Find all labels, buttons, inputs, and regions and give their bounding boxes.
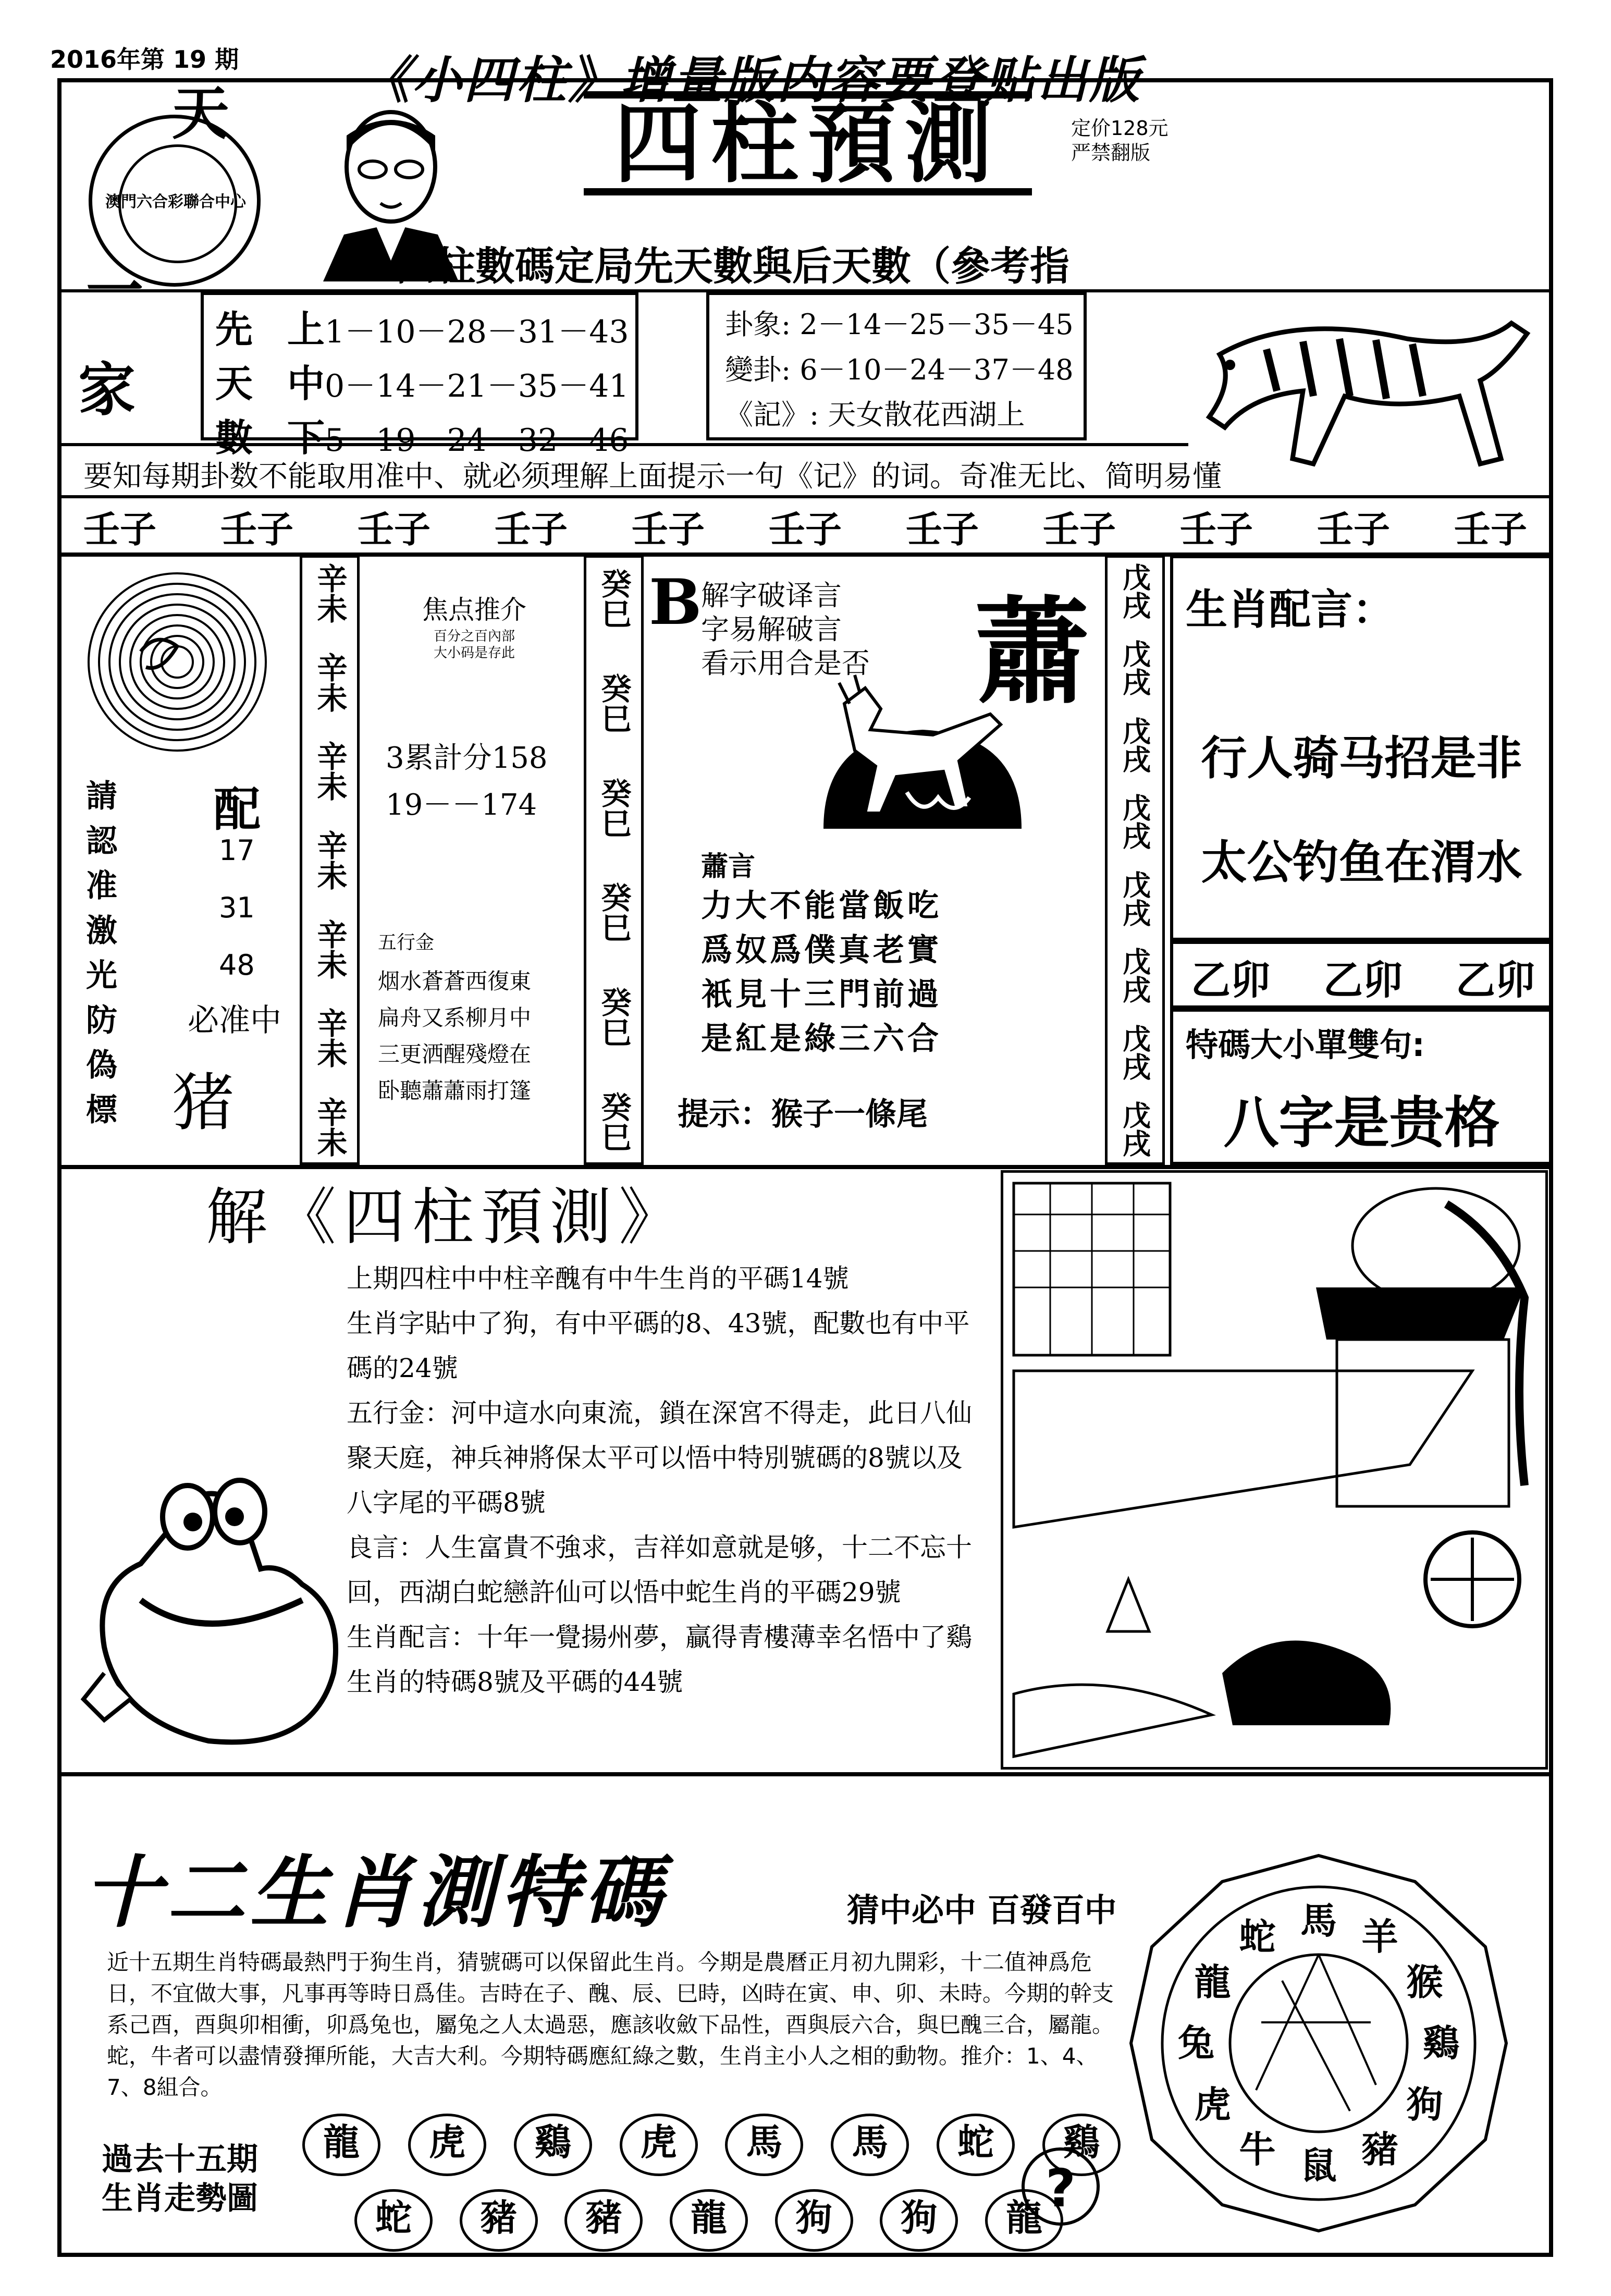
notice-divider-top bbox=[57, 443, 1188, 446]
zodiac-wheel-label-12: 蛇 bbox=[1239, 1915, 1276, 1959]
gua-lines bbox=[725, 302, 1074, 433]
v-char-8: 標 bbox=[86, 1092, 117, 1128]
center-b-line-3: 看示用合是否 bbox=[701, 647, 870, 680]
wuxing-line-4: 卧聽蕭蕭雨打篷 bbox=[378, 1078, 532, 1103]
focus-small-1: 百分之百內部 bbox=[433, 629, 515, 644]
xiantian-row-1 bbox=[287, 299, 629, 353]
deer-illustration bbox=[803, 672, 1042, 850]
gua-box bbox=[706, 292, 1087, 440]
pei-num-1: 17 bbox=[219, 834, 255, 867]
yan-line-3: 衹見十三門前過 bbox=[701, 976, 942, 1013]
trend-row-2 bbox=[354, 2189, 1063, 2252]
tema-title: 特碼大小單雙句: bbox=[1186, 1026, 1425, 1064]
trend-r1-8: 鷄 bbox=[1042, 2114, 1121, 2176]
trend-r2-6: 狗 bbox=[880, 2189, 958, 2252]
v-char-3: 准 bbox=[86, 868, 117, 904]
pei-label: 配 bbox=[214, 782, 261, 837]
yan-line-1: 力大不能當飯吃 bbox=[701, 888, 942, 924]
trend-row-1 bbox=[302, 2114, 1121, 2176]
gua-ji: 《記》: 天女散花西湖上 bbox=[725, 398, 1025, 431]
pos-zhong: 中 bbox=[287, 361, 325, 406]
xinwei-1: 辛未 bbox=[312, 563, 348, 623]
focus-title: 焦点推介 bbox=[422, 595, 526, 625]
zodiac-wheel-label-6: 豬 bbox=[1361, 2127, 1398, 2171]
yimao-1: 乙卯 bbox=[1191, 957, 1270, 1003]
renzi-11: 壬子 bbox=[1454, 508, 1527, 551]
renzi-9: 壬子 bbox=[1180, 508, 1253, 551]
seal-logo bbox=[89, 115, 261, 287]
renzi-8: 壬子 bbox=[1043, 508, 1116, 551]
trend-label-1: 過去十五期 bbox=[102, 2141, 258, 2178]
top-banner: 《小四柱》增量版内容要登贴出版 bbox=[360, 51, 1141, 109]
bottom-divider bbox=[57, 1772, 1553, 1776]
price: 定价128元 bbox=[1071, 117, 1169, 140]
zodiac-wheel-label-3: 猴 bbox=[1406, 1960, 1443, 2004]
zodiac-wheel-label-8: 牛 bbox=[1239, 2127, 1276, 2171]
seal-text: 澳門六合彩聯合中心 bbox=[105, 193, 246, 211]
focus-score-1: 3累計分158 bbox=[386, 741, 548, 775]
xinwei-3: 辛未 bbox=[312, 741, 348, 802]
nums-xia: 5－19－24－32－46 bbox=[325, 422, 629, 459]
notice-divider-bottom bbox=[57, 495, 1553, 498]
guisi-3: 癸巳 bbox=[596, 777, 632, 838]
nums-shang: 1－10－28－31－43 bbox=[325, 314, 629, 350]
no-copy: 严禁翻版 bbox=[1071, 141, 1151, 164]
center-b-line-2: 字易解破言 bbox=[701, 613, 842, 646]
v-char-2: 認 bbox=[86, 823, 117, 860]
renzi-2: 壬子 bbox=[220, 508, 293, 551]
xiantian-labels bbox=[215, 299, 253, 460]
zhu-char: 猪 bbox=[172, 1067, 235, 1139]
bottom-paragraph: 近十五期生肖特碼最熱門于狗生肖，猜號碼可以保留此生肖。今期是農曆正月初九開彩，十二值神爲危日，不宜做大事，凡事再等時日爲佳。吉時在子、醜、辰、巳時，凶時在寅、申、卯、未時。今期的幹支系己酉，酉與卯相衝，卯爲兔也，屬兔之人太過惡，應該收斂下品性，酉與辰六合，與巳醜三合，屬龍。蛇，牛者可以盡情發揮所能，大吉大利。今期特碼應紅綠之數，生肖主小人之相的動物。推介：1、4、7、8組合。 bbox=[107, 1949, 1114, 2100]
tema-text: 八字是贵格 bbox=[1223, 1091, 1500, 1155]
xiantian-rows bbox=[287, 299, 629, 460]
renzi-6: 壬子 bbox=[769, 508, 842, 551]
explain-title: 解《四柱預測》 bbox=[206, 1181, 688, 1253]
yan-line-2: 爲奴爲僕真老實 bbox=[701, 932, 942, 968]
explain-para-3: 五行金：河中這水向東流，鎖在深宮不得走，此日八仙聚天庭，神兵神將保太平可以悟中特別號碼的8號以及八字尾的平碼8號 bbox=[347, 1398, 972, 1518]
bizhun-label: 必准中 bbox=[188, 1002, 281, 1039]
focus-score-2: 19－－174 bbox=[386, 788, 537, 822]
zodiac-wheel-label-2: 羊 bbox=[1361, 1915, 1398, 1959]
notice-text: 要知每期卦数不能取用准中、就必须理解上面提示一句《记》的词。奇准无比、简明易懂 bbox=[83, 460, 1222, 494]
subtitle: 四柱數碼定局先天數與后天數（參考指 bbox=[396, 243, 1069, 289]
wuxing-line-2: 扁舟又系柳月中 bbox=[378, 1005, 532, 1030]
center-b-letter: B bbox=[649, 566, 702, 639]
yimao-row bbox=[1191, 949, 1535, 1005]
trend-r2-2: 豬 bbox=[460, 2189, 538, 2252]
wuxing-line-1: 烟水蒼蒼西復東 bbox=[378, 968, 532, 994]
center-big-char: 蕭 bbox=[975, 584, 1090, 719]
wuxu-2: 戊戌 bbox=[1118, 640, 1152, 696]
guisi-4: 癸巳 bbox=[596, 882, 632, 943]
zodiac-wheel-label-7: 鼠 bbox=[1300, 2144, 1337, 2187]
yan-title: 蕭言 bbox=[701, 851, 756, 882]
frog-mascot-image bbox=[73, 1428, 344, 1762]
renzi-1: 壬子 bbox=[83, 508, 156, 551]
wuxu-4: 戊戌 bbox=[1118, 793, 1152, 850]
zodiac-wheel-label-5: 狗 bbox=[1406, 2082, 1443, 2126]
guisi-2: 癸巳 bbox=[596, 672, 632, 733]
guisi-5: 癸巳 bbox=[596, 987, 632, 1048]
wuxu-column bbox=[1113, 563, 1157, 1157]
guaxiang: 卦象: 2－14－25－35－45 bbox=[725, 308, 1074, 341]
explain-para-2: 生肖字貼中了狗，有中平碼的8、43號，配數也有中平碼的24號 bbox=[347, 1308, 970, 1383]
wuxu-1: 戊戌 bbox=[1118, 563, 1152, 619]
trend-r2-7: 龍 bbox=[985, 2189, 1063, 2252]
side-char-3: 一 bbox=[86, 257, 143, 324]
guisi-6: 癸巳 bbox=[596, 1091, 632, 1152]
bottom-title: 十二生肖測特碼 bbox=[83, 1847, 668, 1938]
xinwei-7: 辛未 bbox=[312, 1096, 348, 1157]
wuxing-line-3: 三更洒醒殘燈在 bbox=[378, 1041, 532, 1067]
zodiac-wheel-label-1: 馬 bbox=[1300, 1899, 1337, 1942]
explain-para-5: 生肖配言：十年一覺揚州夢，贏得青樓薄幸名悟中了鷄生肖的特碼8號及平碼的44號 bbox=[347, 1622, 972, 1697]
anti-fake-vertical bbox=[86, 771, 117, 1128]
center-hint: 提示：猴子一條尾 bbox=[678, 1096, 928, 1133]
zodiac-wheel-label-4: 鷄 bbox=[1423, 2021, 1459, 2065]
v-char-4: 激 bbox=[86, 913, 117, 949]
trend-r2-4: 龍 bbox=[670, 2189, 748, 2252]
shengxiao-line-1: 行人骑马招是非 bbox=[1201, 731, 1522, 785]
center-b-line-1: 解字破译言 bbox=[701, 579, 842, 612]
renzi-7: 壬子 bbox=[906, 508, 979, 551]
wuxu-5: 戊戌 bbox=[1118, 870, 1152, 927]
trend-r1-3: 鷄 bbox=[514, 2114, 592, 2176]
xinwei-5: 辛未 bbox=[312, 918, 348, 979]
pos-xia: 下 bbox=[287, 415, 325, 460]
pos-shang: 上 bbox=[287, 307, 325, 351]
label-shu: 數 bbox=[215, 415, 253, 460]
renzi-3: 壬子 bbox=[358, 508, 431, 551]
nums-zhong: 0－14－21－35－41 bbox=[325, 368, 629, 404]
biangua: 變卦: 6－10－24－37－48 bbox=[725, 353, 1074, 386]
guisi-1: 癸巳 bbox=[596, 568, 632, 629]
xinwei-2: 辛未 bbox=[312, 652, 348, 713]
tiger-illustration bbox=[1188, 292, 1543, 480]
bottom-slogan: 猜中必中 百發百中 bbox=[847, 1891, 1117, 1929]
zodiac-wheel bbox=[1126, 1850, 1511, 2236]
xinwei-6: 辛未 bbox=[312, 1008, 348, 1069]
renzi-row bbox=[83, 500, 1527, 553]
wuxing-title: 五行金 bbox=[378, 932, 435, 953]
zodiac-wheel-label-9: 虎 bbox=[1194, 2082, 1231, 2126]
explain-body bbox=[347, 1256, 972, 1704]
title-box bbox=[584, 91, 1032, 195]
yan-line-4: 是紅是綠三六合 bbox=[701, 1021, 942, 1057]
zodiac-wheel-label-10: 兔 bbox=[1178, 2021, 1214, 2065]
pei-num-3: 48 bbox=[219, 949, 255, 981]
v-char-6: 防 bbox=[86, 1002, 117, 1039]
renzi-4: 壬子 bbox=[495, 508, 568, 551]
trend-r2-3: 豬 bbox=[564, 2189, 643, 2252]
xiantian-box bbox=[201, 292, 638, 460]
trend-r1-7: 蛇 bbox=[937, 2114, 1015, 2176]
trend-label-2: 生肖走勢圖 bbox=[102, 2180, 258, 2217]
spiral-graphic bbox=[83, 568, 271, 756]
side-char-1: 天 bbox=[172, 80, 229, 147]
explain-para-1: 上期四柱中中柱辛醜有中牛生肖的平碼14號 bbox=[347, 1263, 849, 1294]
label-tian: 天 bbox=[215, 361, 253, 406]
pei-num-2: 31 bbox=[219, 891, 255, 924]
trend-r1-2: 虎 bbox=[408, 2114, 486, 2176]
wuxu-7: 戊戌 bbox=[1118, 1024, 1152, 1081]
painting-image bbox=[1001, 1170, 1548, 1770]
guisi-column bbox=[592, 568, 636, 1152]
v-char-7: 偽 bbox=[86, 1047, 117, 1084]
trend-r1-6: 馬 bbox=[831, 2114, 909, 2176]
shengxiao-line-2: 太公钓鱼在渭水 bbox=[1201, 836, 1522, 889]
issue-number: 2016年第 19 期 bbox=[50, 45, 239, 73]
trend-r2-5: 狗 bbox=[775, 2189, 853, 2252]
xinwei-column bbox=[308, 563, 352, 1157]
trend-r1-4: 虎 bbox=[620, 2114, 698, 2176]
trend-r2-1: 蛇 bbox=[354, 2189, 433, 2252]
side-char-4: 家 bbox=[78, 356, 136, 423]
renzi-5: 壬子 bbox=[632, 508, 705, 551]
xiantian-row-2 bbox=[287, 353, 629, 408]
bottom-frame-line bbox=[57, 2253, 1553, 2257]
page-title: 四柱預測 bbox=[614, 92, 1002, 195]
trend-question: ? bbox=[1022, 2147, 1100, 2226]
label-xian: 先 bbox=[215, 307, 253, 351]
shengxiao-title: 生肖配言： bbox=[1186, 585, 1394, 634]
trend-r1-1: 龍 bbox=[302, 2114, 380, 2176]
v-char-5: 光 bbox=[86, 957, 117, 994]
wuxu-6: 戊戌 bbox=[1118, 947, 1152, 1004]
xinwei-4: 辛未 bbox=[312, 829, 348, 890]
wuxu-3: 戊戌 bbox=[1118, 716, 1152, 773]
explain-para-4: 良言：人生富貴不強求，吉祥如意就是够，十二不忘十回，西湖白蛇戀許仙可以悟中蛇生肖的平碼29號 bbox=[347, 1532, 972, 1607]
renzi-10: 壬子 bbox=[1317, 508, 1390, 551]
yimao-3: 乙卯 bbox=[1456, 957, 1535, 1003]
yimao-2: 乙卯 bbox=[1323, 957, 1403, 1003]
v-char-1: 請 bbox=[86, 778, 117, 815]
focus-small-2: 大小码是存此 bbox=[433, 645, 515, 661]
wuxu-8: 戊戌 bbox=[1118, 1100, 1152, 1157]
zodiac-wheel-label-11: 龍 bbox=[1194, 1960, 1231, 2004]
trend-r1-5: 馬 bbox=[725, 2114, 803, 2176]
